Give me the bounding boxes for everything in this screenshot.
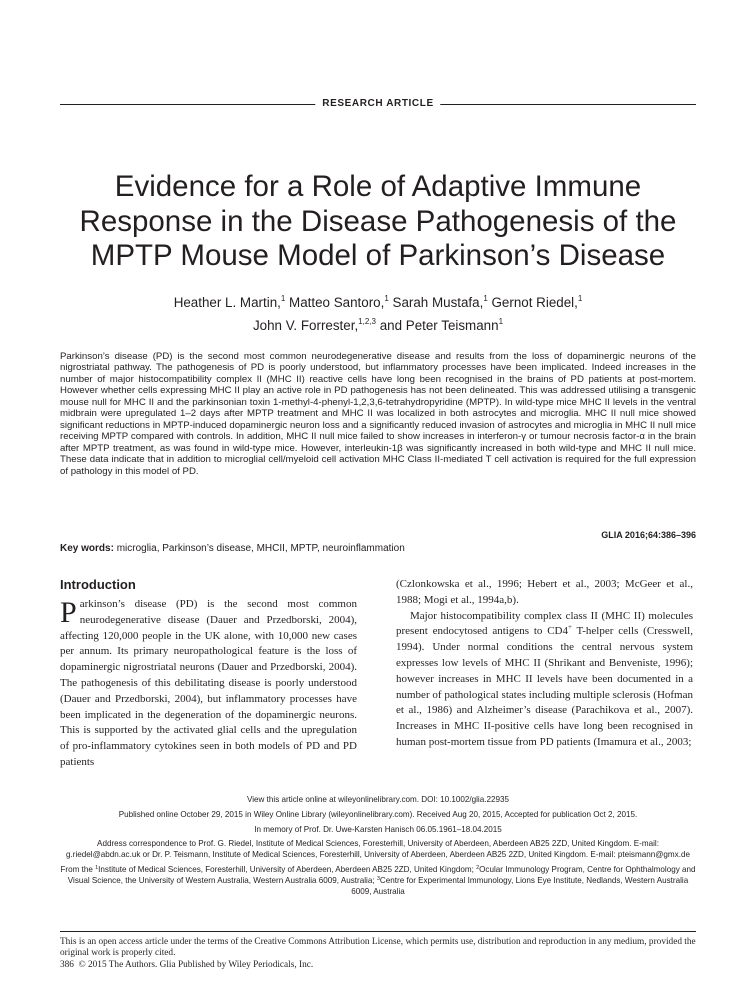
abstract	[60, 351, 696, 477]
drop-cap: P	[60, 596, 77, 629]
view-online-note: View this article online at wileyonlinelibrary.com. DOI: 10.1002/glia.22935	[247, 795, 509, 804]
affiliation-number: 1	[95, 864, 99, 871]
title-line: Evidence for a Role of Adaptive Immune	[114, 170, 642, 203]
affiliation-number: 2	[476, 864, 480, 871]
section-label: RESEARCH ARTICLE	[315, 97, 440, 111]
copyright-text: © 2015 The Authors. Glia Published by Wiley Periodicals, Inc.	[78, 960, 314, 970]
author-name: Heather L. Martin,	[173, 295, 281, 310]
superscript: +	[567, 623, 572, 632]
correspondence-note: Address correspondence to Prof. G. Riedel, Institute of Medical Sciences, Foresterhill, University of Aberdeen, Aberdeen AB25 2ZD, United Kingdom. E-mail: g.riedel@abdn.ac.uk or Dr. P. Teismann, Institute of Medical Sciences, Foresterhill, University of Aberdeen, Aberdeen AB25 2ZD, United Kingdom. E-mail: pteismann@gmx.de	[66, 839, 690, 860]
article-type-header	[60, 97, 696, 111]
author-affiliation: 1	[577, 294, 583, 303]
publication-dates: Published online October 29, 2015 in Wiley Online Library (wileyonlinelibrary.com). Received Aug 20, 2015, Accepted for publication Oct 2, 2015.	[118, 809, 638, 819]
author-name: Sarah Mustafa,	[392, 295, 484, 310]
author-name: Gernot Riedel,	[491, 295, 578, 310]
right-column	[396, 577, 693, 751]
page-number: 386	[60, 960, 74, 970]
author-affiliation: 1	[498, 317, 504, 326]
license-note: This is an open access article under the terms of the Creative Commons Attribution License, which permits use, distribution and reproduction in any medium, provided the original work is properly cited.	[60, 937, 696, 959]
author-list	[60, 291, 696, 337]
affiliations-note	[60, 865, 696, 897]
title-line: Response in the Disease Pathogenesis of the	[79, 204, 677, 238]
author-name: John V. Forrester,	[252, 318, 359, 333]
author-name: Matteo Santoro,	[289, 295, 385, 310]
body-paragraph	[396, 609, 693, 751]
affiliation-prefix: From the	[60, 864, 96, 874]
memorial-note: In memory of Prof. Dr. Uwe-Karsten Hanisch 06.05.1961–18.04.2015	[254, 824, 502, 834]
affiliation-text: Institute of Medical Sciences, Foresterhill, University of Aberdeen, Aberdeen AB25 2ZD, United Kingdom;	[98, 864, 477, 874]
page-footer	[60, 960, 313, 971]
journal-citation: GLIA 2016;64:386–396	[601, 530, 696, 540]
affiliation-text: Centre for Experimental Immunology, Lions Eye Institute, Nedlands, Western Australia 6009, Australia	[351, 875, 689, 896]
article-title	[40, 170, 716, 274]
intro-paragraph	[60, 597, 357, 771]
paragraph-text: T-helper cells (Cresswell, 1994). Under normal conditions the central nervous system expresses low levels of MHC II (Shrikant and Benveniste, 1996); however increases in MHC II levels have been documented in a number of pathological states including multiple sclerosis (Hofman et al., 1986) and Alzheimer’s disease (Parachikova et al., 2007). Increases in MHC II-positive cells have long been recognised in human post-mortem tissue from PD patients (Imamura et al., 2003;	[396, 625, 693, 748]
keywords-list: microglia, Parkinson’s disease, MHCII, MPTP, neuroinflammation	[116, 543, 405, 554]
keywords	[60, 543, 696, 555]
affiliation-text: Ocular Immunology Program, Centre for Ophthalmology and Visual Science, the University of Western Australia, Western Australia 6009, Australia;	[67, 864, 696, 885]
left-column	[60, 577, 357, 771]
author-name: and Peter Teismann	[379, 318, 499, 333]
affiliation-number: 3	[376, 875, 380, 882]
abstract-text: Parkinson’s disease (PD) is the second most common neurodegenerative disease and results from the loss of dopaminergic neurons of the nigrostriatal pathway. The pathogenesis of PD is poorly understood, but inflammatory processes have been implicated. Indeed increases in the number of major histocompatibility complex II (MHC II) reactive cells have long been recognised in the brains of PD patients at post-mortem. However whether cells expressing MHC II play an active role in PD pathogenesis has not been delineated. This was addressed utilising a transgenic mouse null for MHC II and the parkinsonian toxin 1-methyl-4-phenyl-1,2,3,6-tetrahydropyridine (MPTP). In wild-type mice MHC II levels in the ventral midbrain were upregulated 1–2 days after MPTP treatment and MHC II was localized in both astrocytes and microglia. MHC II null mice showed significant reductions in MPTP-induced dopaminergic neuron loss and a significantly reduced invasion of astrocytes and microglia in MHC II null mice receiving MPTP compared with controls. In addition, MHC II null mice failed to show increases in interferon-γ or tumour necrosis factor-α in the brain after MPTP treatment, as was found in wild-type mice. However, interleukin-1β was significantly increased in both wild-type and MHC II null mice. These data indicate that in addition to microglial cell/myeloid cell activation MHC Class II-mediated T cell activation is required for the full expression of pathology in this model of PD.	[60, 351, 696, 477]
author-affiliation: 1	[483, 294, 488, 303]
footnotes	[60, 795, 696, 901]
author-affiliation: 1,2,3	[358, 317, 376, 326]
footer-rule	[60, 931, 696, 932]
keywords-label: Key words:	[60, 543, 114, 554]
intro-paragraph-text: arkinson’s disease (PD) is the second most common neurodegenerative disease (Dauer and Przedborski, 2004), affecting 120,000 people in the UK alone, with 10,000 new cases per annum. Its primary neuropathological feature is the loss of dopaminergic nigrostriatal neurons (Dauer and Przedborski, 2004). The pathogenesis of this debilitating disease is poorly understood (Dauer and Przedborski, 2004), but inflammatory processes have been implicated in the degeneration of the dopaminergic neurons. This is supported by the activated glial cells and the upregulation of pro-inflammatory cytokines seen in both models of PD and PD patients	[60, 598, 357, 768]
author-affiliation: 1	[280, 294, 286, 303]
author-affiliation: 1	[384, 294, 389, 303]
title-line: MPTP Mouse Model of Parkinson’s Disease	[90, 239, 666, 272]
paragraph-text: Major histocompatibility complex class II (MHC II) molecules present endocytosed antigens to CD4	[396, 609, 693, 638]
introduction-heading: Introduction	[60, 577, 136, 592]
body-paragraph: (Czlonkowska et al., 1996; Hebert et al., 2003; McGeer et al., 1988; Mogi et al., 1994a,b).	[396, 578, 693, 606]
